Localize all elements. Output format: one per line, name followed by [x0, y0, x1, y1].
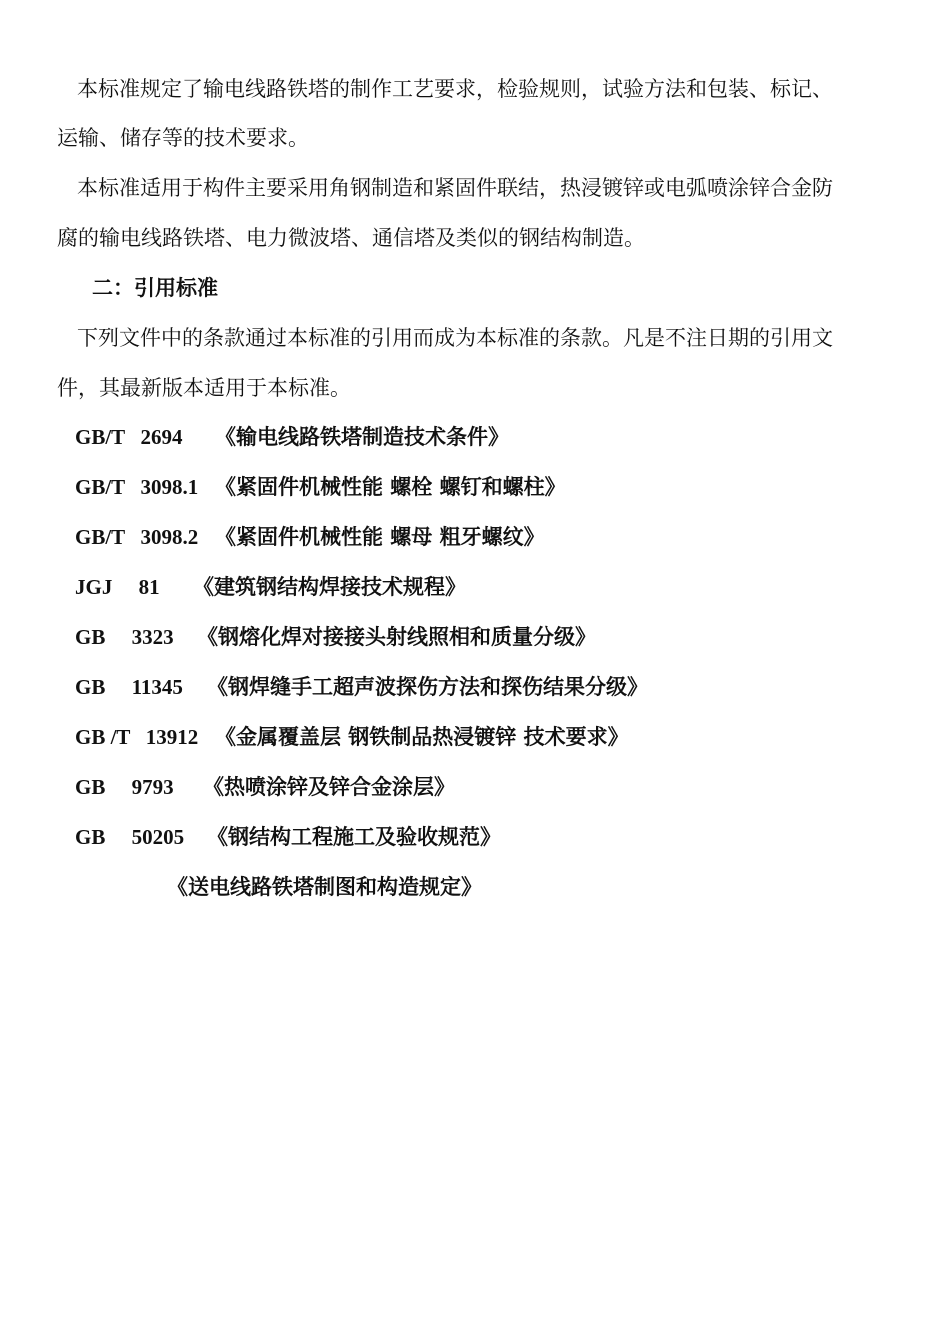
- reference-item: [75, 723, 629, 751]
- reference-code: GB 9793: [75, 775, 174, 799]
- reference-code: GB 11345: [75, 675, 183, 699]
- paragraph-normative-line-2: 件，其最新版本适用于本标准。: [57, 376, 351, 400]
- reference-title: 《钢结构工程施工及验收规范》: [207, 824, 501, 849]
- reference-title: 《钢焊缝手工超声波探伤方法和探伤结果分级》: [207, 674, 648, 699]
- reference-title: 《钢熔化焊对接接头射线照相和质量分级》: [197, 624, 596, 649]
- reference-code: GB /T 13912: [75, 725, 199, 749]
- reference-title: 《建筑钢结构焊接技术规程》: [193, 574, 466, 599]
- reference-title: 《紧固件机械性能 螺母 粗牙螺纹》: [215, 524, 545, 549]
- reference-item: [75, 623, 596, 651]
- reference-code: GB/T 3098.2: [75, 525, 199, 549]
- reference-code: GB 3323: [75, 625, 174, 649]
- reference-title: 《紧固件机械性能 螺栓 螺钉和螺柱》: [215, 474, 566, 499]
- reference-item: [75, 523, 545, 551]
- reference-code: GB/T 2694: [75, 425, 183, 449]
- paragraph-scope-line-1: 本标准规定了输电线路铁塔的制作工艺要求，检验规则，试验方法和包装、标记、: [77, 77, 833, 101]
- reference-title: 《热喷涂锌及锌合金涂层》: [203, 774, 455, 799]
- reference-title: 《输电线路铁塔制造技术条件》: [215, 424, 509, 449]
- paragraph-applicability-line-2: 腐的输电线路铁塔、电力微波塔、通信塔及类似的钢结构制造。: [57, 226, 645, 250]
- reference-code: GB/T 3098.1: [75, 475, 199, 499]
- reference-code: GB 50205: [75, 825, 185, 849]
- paragraph-applicability-line-1: 本标准适用于构件主要采用角钢制造和紧固件联结，热浸镀锌或电弧喷涂锌合金防: [77, 176, 833, 200]
- reference-item: [75, 473, 566, 501]
- reference-code: JGJ 81: [75, 575, 160, 599]
- reference-title: 《金属覆盖层 钢铁制品热浸镀锌 技术要求》: [215, 724, 629, 749]
- reference-item: [75, 673, 648, 701]
- reference-item: [75, 773, 455, 801]
- reference-item: [75, 823, 501, 851]
- paragraph-scope-line-2: 运输、储存等的技术要求。: [57, 126, 309, 150]
- section-heading: 二：引用标准: [92, 275, 218, 300]
- reference-item: [75, 573, 466, 601]
- paragraph-normative-line-1: 下列文件中的条款通过本标准的引用而成为本标准的条款。凡是不注日期的引用文: [77, 326, 833, 350]
- reference-title: 《送电线路铁塔制图和构造规定》: [167, 874, 482, 899]
- reference-item: [75, 423, 509, 451]
